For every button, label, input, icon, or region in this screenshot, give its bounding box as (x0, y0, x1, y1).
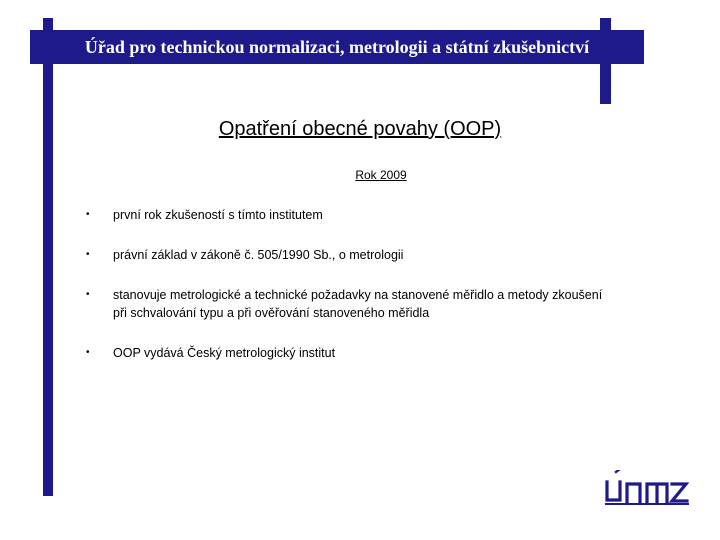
bullet-text: první rok zkušeností s tímto institutem (113, 208, 323, 222)
bullet-list (86, 206, 676, 384)
bullet-text-line-1: stanovuje metrologické a technické požadavky na stanovené měřidlo a metody zkoušení (113, 288, 603, 302)
list-item (86, 206, 676, 224)
header-title: Úřad pro technickou normalizaci, metrologii a státní zkušebnictví (84, 36, 590, 57)
bullet-icon: • (86, 209, 90, 220)
left-frame-bar (43, 18, 53, 496)
bullet-text: právní základ v zákoně č. 505/1990 Sb., o metrologii (113, 248, 404, 262)
unmz-logo (603, 470, 689, 506)
page-title: Opatření obecné povahy (OOP) (218, 118, 502, 140)
bullet-icon: • (86, 347, 90, 358)
list-item (86, 246, 676, 264)
list-item (86, 344, 676, 362)
bullet-icon: • (86, 249, 90, 260)
header-band (30, 30, 644, 64)
bullet-text: OOP vydává Český metrologický institut (113, 346, 336, 360)
page-subtitle: Rok 2009 (355, 168, 407, 182)
bullet-text-line-2: při schvalování typu a při ověřování stanoveného měřidla (113, 306, 430, 320)
bullet-icon: • (86, 289, 90, 300)
list-item (86, 286, 676, 322)
